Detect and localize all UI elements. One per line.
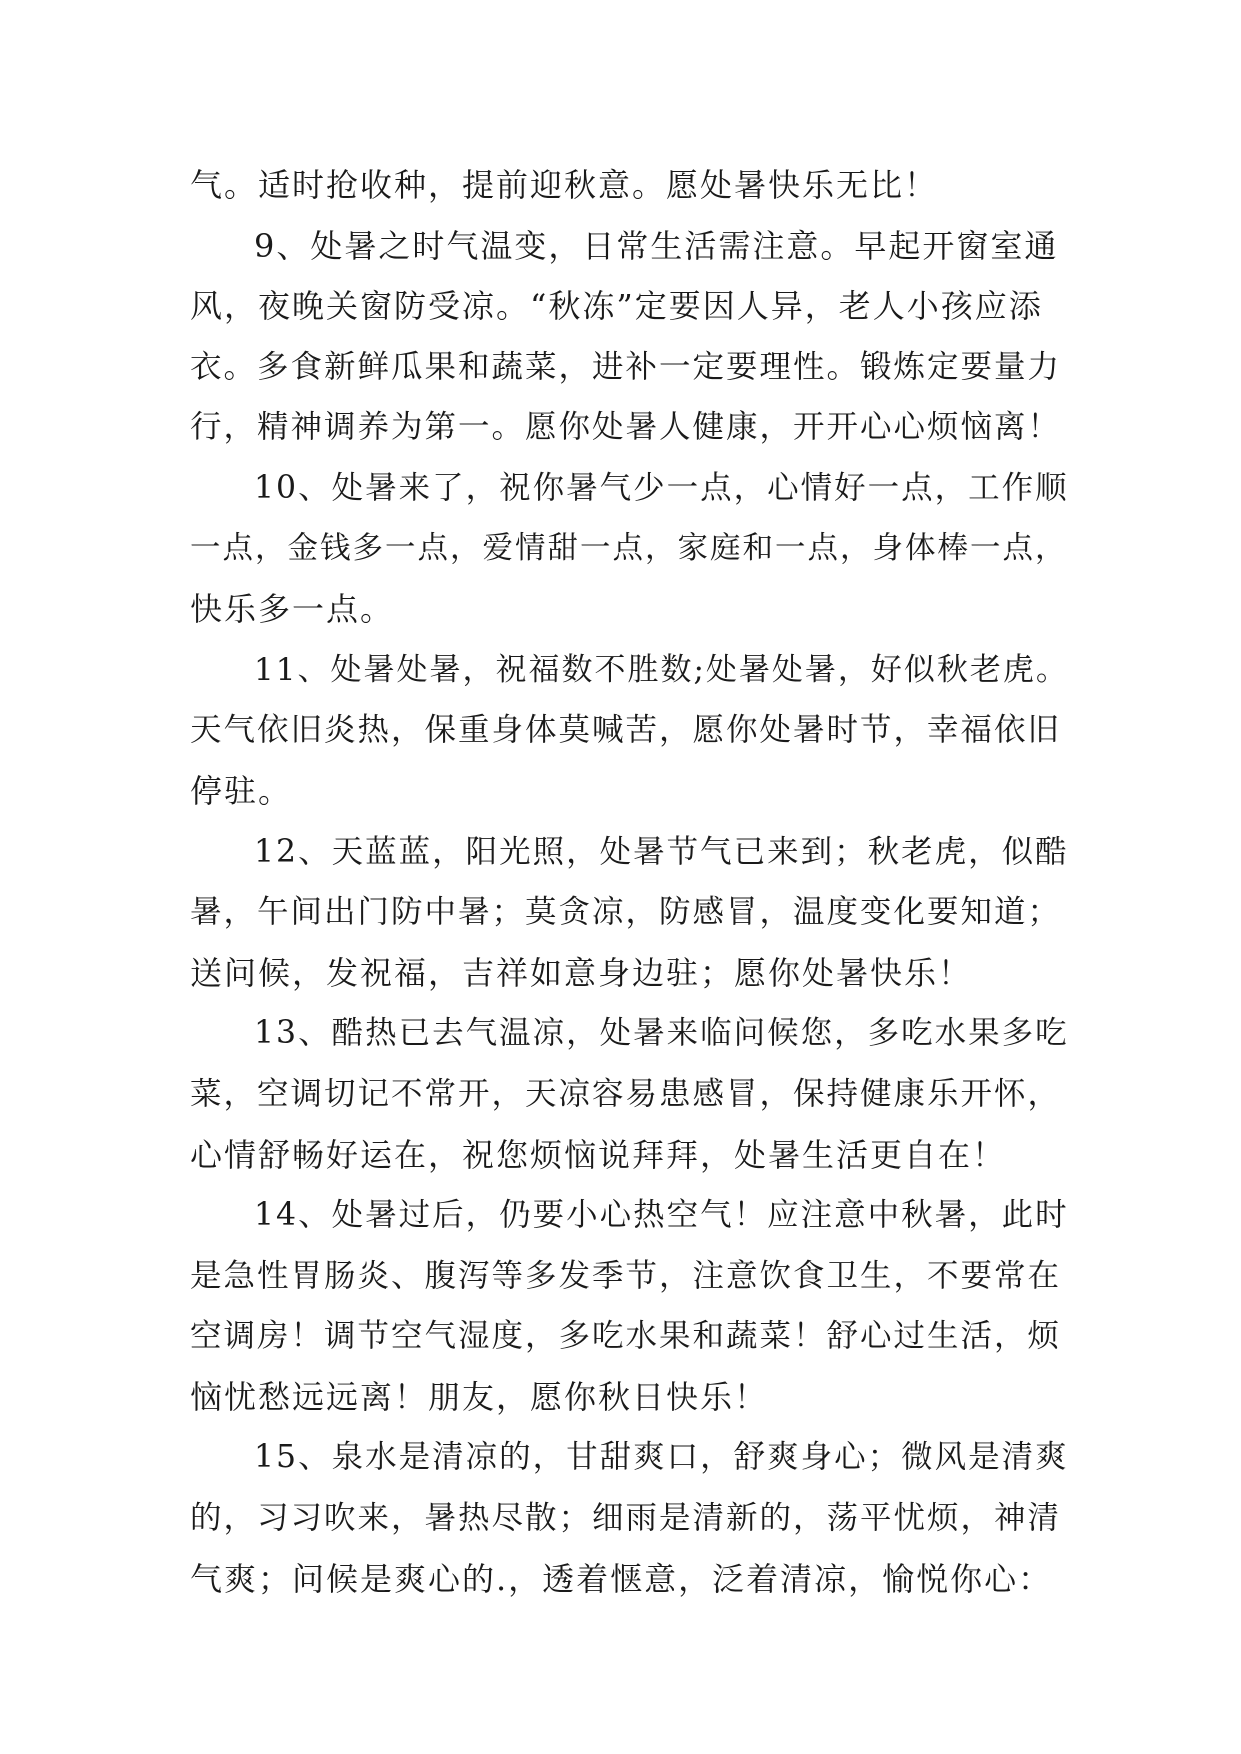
paragraph-start-line: 14、处暑过后，仍要小心热空气！应注意中秋暑，此时: [254, 1197, 1069, 1234]
paragraph-start-line: 13、酷热已去气温凉，处暑来临问候您，多吃水果多吃: [254, 1015, 1069, 1052]
text-line: 停驻。: [190, 771, 293, 810]
paragraph-start-line: 15、泉水是清凉的，甘甜爽口，舒爽身心；微风是清爽: [254, 1439, 1069, 1476]
text-line: 心情舒畅好运在，祝您烦恼说拜拜，处暑生活更自在！: [190, 1135, 1007, 1174]
text-line: 暑，午间出门防中暑；莫贪凉，防感冒，温度变化要知道；: [190, 894, 1062, 931]
paragraph-start-line: 9、处暑之时气温变，日常生活需注意。早起开窗室通: [254, 226, 1059, 265]
text-line: 快乐多一点。: [190, 590, 395, 629]
text-line: 风，夜晚关窗防受凉。“秋冻”定要因人异，老人小孩应添: [190, 287, 1043, 326]
text-line: 空调房！调节空气湿度，多吃水果和蔬菜！舒心过生活，烦: [190, 1318, 1062, 1355]
text-line: 送问候，发祝福，吉祥如意身边驻；愿你处暑快乐！: [190, 953, 973, 992]
paragraph-start-line: 10、处暑来了，祝你暑气少一点，心情好一点，工作顺: [254, 469, 1069, 506]
paragraph-start-line: 11、处暑处暑，祝福数不胜数;处暑处暑，好似秋老虎。: [254, 651, 1069, 688]
text-line: 菜，空调切记不常开，天凉容易患感冒，保持健康乐开怀，: [190, 1075, 1062, 1112]
text-line: 的，习习吹来，暑热尽散；细雨是清新的，荡平忧烦，神清: [190, 1500, 1062, 1537]
text-line: 恼忧愁远远离！朋友，愿你秋日快乐！: [190, 1377, 769, 1416]
document-body: [190, 155, 1070, 1609]
text-line: 天气依旧炎热，保重身体莫喊苦，愿你处暑时节，幸福依旧: [190, 712, 1062, 749]
text-line: 气。适时抢收种，提前迎秋意。愿处暑快乐无比！: [190, 166, 939, 204]
text-line: 是急性胃肠炎、腹泻等多发季节，注意饮食卫生，不要常在: [190, 1257, 1062, 1294]
text-line: 一点，金钱多一点，爱情甜一点，家庭和一点，身体棒一点，: [190, 530, 1068, 566]
paragraph-start-line: 12、天蓝蓝，阳光照，处暑节气已来到；秋老虎，似酷: [254, 833, 1069, 870]
text-line: 衣。多食新鲜瓜果和蔬菜，进补一定要理性。锻炼定要量力: [190, 348, 1062, 385]
text-line: 气爽；问候是爽心的.，透着惬意，泛着清凉，愉悦你心：: [190, 1559, 1053, 1598]
text-line: 行，精神调养为第一。愿你处暑人健康，开开心心烦恼离！: [190, 409, 1062, 446]
